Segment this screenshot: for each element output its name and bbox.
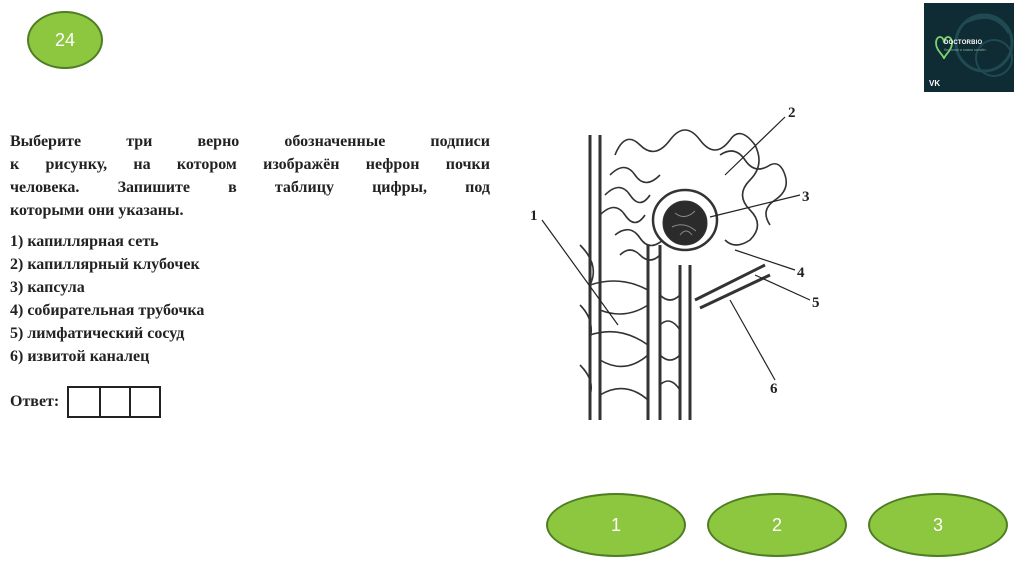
question-number: 24 — [54, 29, 76, 50]
answer-button-1[interactable] — [546, 493, 686, 557]
intro-line: к рисунку, на котором изображён нефрон почки — [10, 156, 490, 173]
answer-button-2[interactable] — [707, 493, 847, 557]
figure-label-1: 1 — [530, 208, 538, 224]
figure-label-3: 3 — [802, 189, 810, 205]
nephron-figure — [520, 95, 840, 430]
option-item: 2) капиллярный клубочек — [10, 256, 200, 273]
option-item: 5) лимфатический сосуд — [10, 325, 185, 342]
answer-button-label: 1 — [610, 514, 621, 535]
figure-label-5: 5 — [812, 295, 820, 311]
option-item: 6) извитой каналец — [10, 348, 150, 365]
logo-text: DOCTORBIO — [944, 40, 983, 46]
figure-label-2: 2 — [788, 105, 796, 121]
answer-cell — [69, 388, 99, 416]
options-list — [10, 230, 490, 368]
answer-button-label: 3 — [932, 514, 943, 535]
intro-line: Выберите три верно обозначенные подписи — [10, 133, 490, 150]
question-number-badge — [27, 11, 103, 69]
answer-row — [10, 386, 161, 418]
answer-label: Ответ: — [10, 393, 60, 410]
vk-icon[interactable]: VK — [929, 79, 941, 88]
answer-table — [67, 386, 161, 418]
option-item: 4) собирательная трубочка — [10, 302, 205, 319]
figure-label-6: 6 — [770, 381, 778, 397]
answer-button-3[interactable] — [868, 493, 1008, 557]
figure-label-4: 4 — [797, 265, 805, 281]
question-block — [10, 130, 490, 368]
question-intro — [10, 130, 490, 222]
answer-cell — [129, 388, 159, 416]
intro-line: которыми они указаны. — [10, 202, 184, 219]
doctorbio-logo — [924, 3, 1014, 92]
option-item: 3) капсула — [10, 279, 85, 296]
logo-subtext: биология и химия онлайн — [944, 48, 986, 52]
answer-cell — [99, 388, 129, 416]
option-item: 1) капиллярная сеть — [10, 233, 159, 250]
answer-button-label: 2 — [771, 514, 782, 535]
intro-line: человека. Запишите в таблицу цифры, под — [10, 179, 490, 196]
